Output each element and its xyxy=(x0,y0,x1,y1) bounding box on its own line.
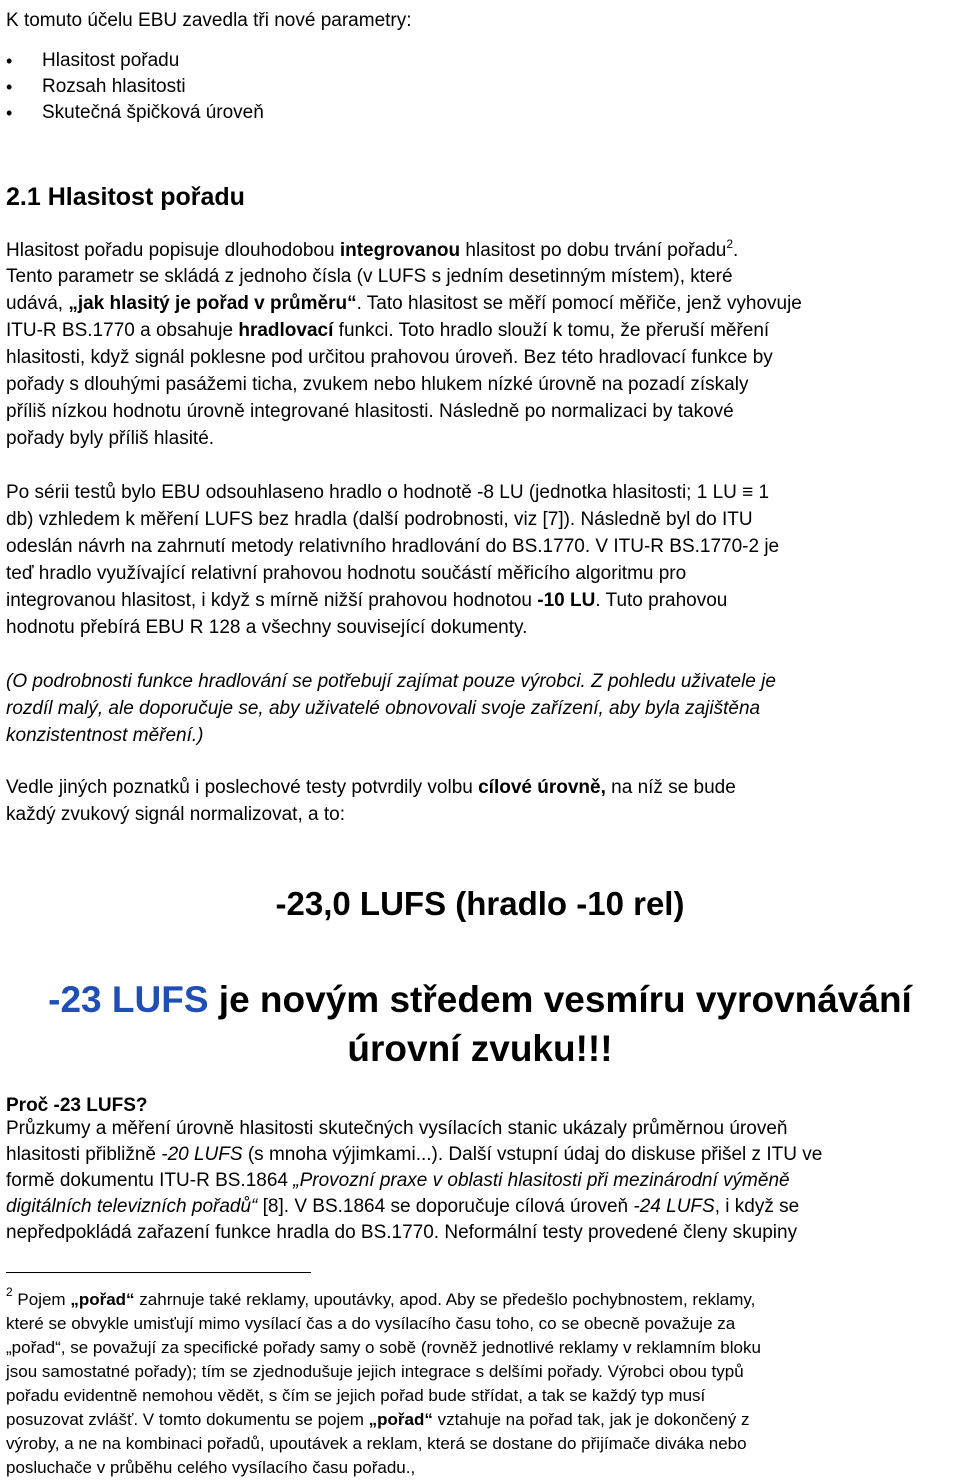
paragraph-line: pořady s dlouhými pasážemi ticha, zvukem nebo hlukem nízké úrovně na pozadí získaly xyxy=(6,374,749,395)
paragraph-line: db) vzhledem k měření LUFS bez hradla (další podrobnosti, viz [7]). Následně byl do ITU xyxy=(6,509,753,530)
footnote-line: posluchače v průběhu celého vysílacího času pořadu., xyxy=(6,1458,416,1477)
note-line: rozdíl malý, ale doporučuje se, aby uživatelé obnovovali svoje zařízení, aby byla zajištěna xyxy=(6,698,761,719)
slogan-highlight: -23 LUFS xyxy=(48,979,209,1020)
paragraph-line: digitálních televizních pořadů“ [8]. V BS.1864 se doporučuje cílová úroveň -24 LUFS, i když se xyxy=(6,1196,800,1217)
bullet-item: Hlasitost pořadu xyxy=(42,50,180,71)
paragraph-line: Vedle jiných poznatků i poslechové testy potvrdily volbu cílové úrovně, na níž se bude xyxy=(6,777,736,798)
paragraph-line: formě dokumentu ITU-R BS.1864 „Provozní praxe v oblasti hlasitosti při mezinárodní výměně xyxy=(6,1170,790,1191)
why-question: Proč -23 LUFS? xyxy=(6,1095,148,1116)
note-line: konzistentnost měření.) xyxy=(6,725,204,746)
footnote-line: „pořad“, se považují za specifické pořady samy o sobě (rovněž jednotlivé reklamy v reklamním bloku xyxy=(6,1338,761,1357)
bullet-icon: • xyxy=(6,103,13,123)
slogan-line-1: -23 LUFS je novým středem vesmíru vyrovnávání xyxy=(48,979,912,1020)
footnote-line: které se obvykle umisťují mimo vysílací čas a do vysílacího času toho, co se obecně považuje za xyxy=(6,1314,736,1333)
footnote-line: pořadu evidentně nemohou vědět, s čím se jejich pořad bude střídat, a tak se každý typ musí xyxy=(6,1386,706,1405)
target-level-heading: -23,0 LUFS (hradlo -10 rel) xyxy=(275,885,685,922)
footnote-divider xyxy=(6,1272,311,1273)
footnote-line: posuzovat zvlášť. V tomto dokumentu se pojem „pořad“ vztahuje na pořad tak, jak je dokončený z xyxy=(6,1410,750,1429)
paragraph-line: Po sérii testů bylo EBU odsouhlaseno hradlo o hodnotě -8 LU (jednotka hlasitosti; 1 LU ≡ 1 xyxy=(6,482,770,503)
bullet-item: Skutečná špičková úroveň xyxy=(42,102,264,123)
bullet-item: Rozsah hlasitosti xyxy=(42,76,186,97)
paragraph-line: teď hradlo využívající relativní prahovou hodnotu součástí měřicího algoritmu pro xyxy=(6,563,687,584)
footnote-line: jsou samostatné pořady); tím se zjednodušuje jejich integrace s delšími pořady. Výrobci obou typů xyxy=(6,1362,744,1381)
paragraph-line: hlasitosti, když signál poklesne pod určitou prahovou úroveň. Bez této hradlovací funkce by xyxy=(6,347,773,368)
paragraph-line: pořady byly příliš hlasité. xyxy=(6,428,215,449)
footnote-ref: 2 xyxy=(726,237,734,251)
bullet-icon: • xyxy=(6,77,13,97)
section-heading: 2.1 Hlasitost pořadu xyxy=(6,183,245,211)
paragraph-line: příliš nízkou hodnotu úrovně integrované hlasitosti. Následně po normalizaci by takové xyxy=(6,401,734,422)
paragraph-line: Tento parametr se skládá z jednoho čísla (v LUFS s jedním desetinným místem), které xyxy=(6,266,733,287)
paragraph-line: Průzkumy a měření úrovně hlasitosti skutečných vysílacích stanic ukázaly průměrnou úroveň xyxy=(6,1118,788,1139)
note-line: (O podrobnosti funkce hradlování se potřebují zajímat pouze výrobci. Z pohledu uživatele je xyxy=(6,671,776,692)
paragraph-line: ITU-R BS.1770 a obsahuje hradlovací funkci. Toto hradlo slouží k tomu, že přeruší měření xyxy=(6,320,770,341)
paragraph-line: každý zvukový signál normalizovat, a to: xyxy=(6,804,345,825)
footnote-number: 2 xyxy=(6,1285,13,1299)
footnote-line: výroby, a ne na kombinaci pořadů, upoutávek a reklam, která se dostane do přijímače diváka nebo xyxy=(6,1434,747,1453)
slogan-line-2: úrovní zvuku!!! xyxy=(347,1028,613,1069)
paragraph-line: Hlasitost pořadu popisuje dlouhodobou integrovanou hlasitost po dobu trvání pořadu$^2$. xyxy=(6,237,739,261)
bullet-icon: • xyxy=(6,51,13,71)
intro-text: K tomuto účelu EBU zavedla tři nové parametry: xyxy=(6,10,412,31)
paragraph-line: udává, „jak hlasitý je pořad v průměru“. Tato hlasitost se měří pomocí měřiče, jenž vyhovuje xyxy=(6,293,802,314)
paragraph-line: hodnotu přebírá EBU R 128 a všechny související dokumenty. xyxy=(6,617,528,638)
paragraph-line: integrovanou hlasitost, i když s mírně nižší prahovou hodnotou -10 LU. Tuto prahovou xyxy=(6,590,728,611)
paragraph-line: odeslán návrh na zahrnutí metody relativního hradlování do BS.1770. V ITU-R BS.1770-2 je xyxy=(6,536,780,557)
paragraph-line: nepředpokládá zařazení funkce hradla do BS.1770. Neformální testy provedené členy skupiny xyxy=(6,1222,798,1243)
paragraph-line: hlasitosti přibližně -20 LUFS (s mnoha výjimkami...). Další vstupní údaj do diskuse přišel z ITU ve xyxy=(6,1144,823,1165)
footnote-line: $^2$ Pojem „pořad“ zahrnuje také reklamy, upoutávky, apod. Aby se předešlo pochybnostem, reklamy, xyxy=(6,1285,756,1309)
